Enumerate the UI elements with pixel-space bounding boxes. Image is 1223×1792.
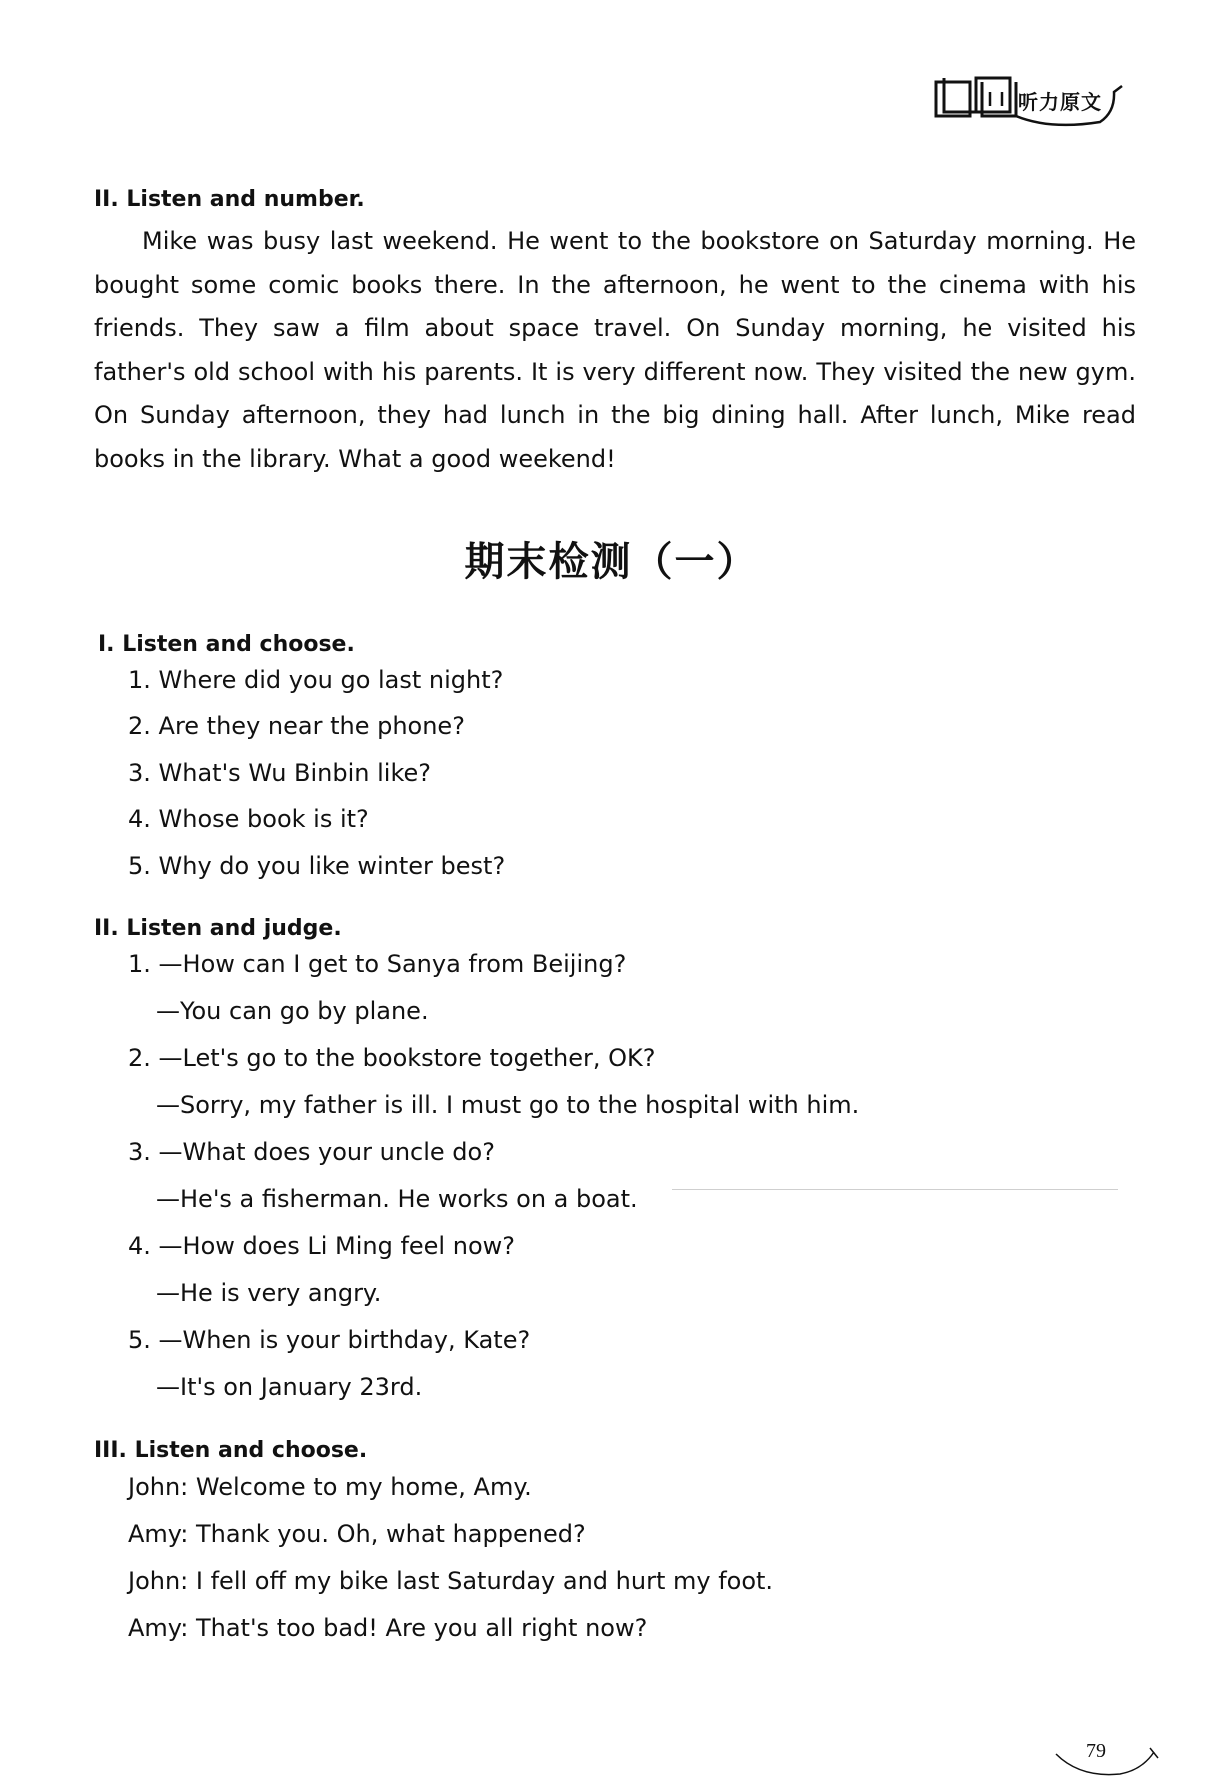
part2-question: 3. —What does your uncle do? (128, 1138, 495, 1166)
part2-answer: —Sorry, my father is ill. I must go to the hospital with him. (156, 1091, 860, 1119)
part1-item: 4. Whose book is it? (128, 805, 369, 833)
part2-answer: —He is very angry. (156, 1279, 382, 1307)
section-heading-listen-number: II. Listen and number. (94, 187, 365, 212)
page-ornament-icon (1050, 1738, 1170, 1782)
part2-answer: —He's a fisherman. He works on a boat. (156, 1185, 638, 1213)
header-badge (930, 72, 1130, 132)
part2-answer: —It's on January 23rd. (156, 1373, 423, 1401)
part2-question: 2. —Let's go to the bookstore together, OK? (128, 1044, 656, 1072)
part3-line: John: I fell off my bike last Saturday and hurt my foot. (128, 1567, 774, 1595)
part2-question: 1. —How can I get to Sanya from Beijing? (128, 950, 627, 978)
part2-question: 4. —How does Li Ming feel now? (128, 1232, 515, 1260)
part1-item: 1. Where did you go last night? (128, 666, 504, 694)
part2-heading: II. Listen and judge. (94, 916, 342, 941)
part1-item: 5. Why do you like winter best? (128, 852, 506, 880)
part2-answer: —You can go by plane. (156, 997, 429, 1025)
part1-item: 2. Are they near the phone? (128, 712, 465, 740)
exam-title: 期末检测（一） (464, 539, 759, 585)
listen-number-paragraph: Mike was busy last weekend. He went to the bookstore on Saturday morning. He bought some comic books there. In the afternoon, he went to the cinema with his friends. They saw a film about space travel. On Sunday morning, he visited his father's old school with his parents. It is very different now. They visited the new gym. On Sunday afternoon, they had lunch in the big dining hall. After lunch, Mike read books in the library. What a good weekend! (94, 227, 1136, 473)
page-footer (1050, 1738, 1170, 1782)
part3-line: Amy: That's too bad! Are you all right now? (128, 1614, 648, 1642)
part1-item: 3. What's Wu Binbin like? (128, 759, 431, 787)
header-label: 听力原文 (1018, 90, 1102, 114)
part3-line: John: Welcome to my home, Amy. (128, 1473, 532, 1501)
part3-line: Amy: Thank you. Oh, what happened? (128, 1520, 586, 1548)
part2-question: 5. —When is your birthday, Kate? (128, 1326, 531, 1354)
faint-rule (672, 1189, 1118, 1190)
page-number: 79 (1086, 1740, 1106, 1762)
part3-heading: III. Listen and choose. (94, 1438, 368, 1463)
part1-heading: I. Listen and choose. (98, 632, 355, 657)
